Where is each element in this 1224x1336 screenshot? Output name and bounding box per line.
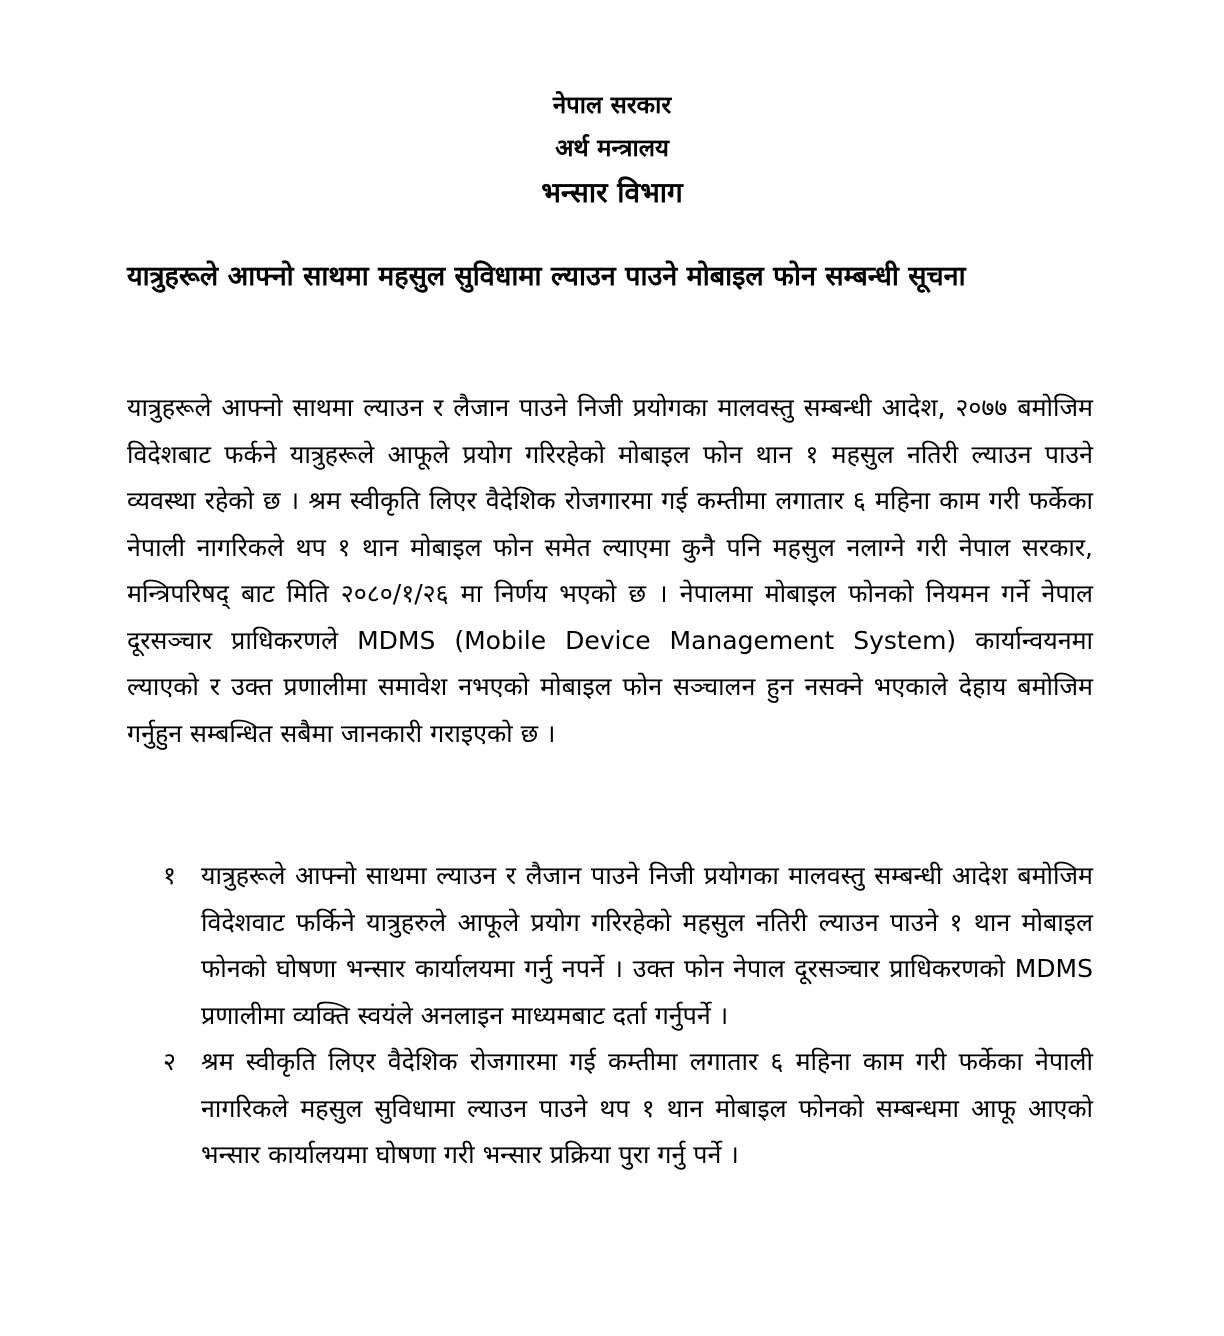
government-heading: नेपाल सरकार bbox=[552, 91, 672, 119]
notice-paragraph: यात्रुहरूले आफ्नो साथमा ल्याउन र लैजान पाउने निजी प्रयोगका मालवस्तु सम्बन्धी आदेश, २०७७ बमोजिम विदेशबाट फर्कने यात्रुहरूले आफूले प्रयोग गरिरहेको मोबाइल फोन थान १ महसुल नतिरी ल्याउन पाउने व्यवस्था रहेको छ । श्रम स्वीकृति लिएर वैदेशिक रोजगारमा गई कम्तीमा लगातार ६ महिना काम गरी फर्केका नेपाली नागरिकले थप १ थान मोबाइल फोन समेत ल्याएमा कुनै पनि महसुल नलाग्ने गरी नेपाल सरकार, मन्त्रिपरिषद् बाट मिति २०८०/१/२६ मा निर्णय भएको छ । नेपालमा मोबाइल फोनको नियमन गर्ने नेपाल दूरसञ्चार प्राधिकरणले MDMS (Mobile Device Management System) कार्यान्वयनमा ल्याएको र उक्त प्रणालीमा समावेश नभएको मोबाइल फोन सञ्चालन हुन नसक्ने भएकाले देहाय बमोजिम गर्नुहुन सम्बन्धित सबैमा जानकारी गराइएको छ । bbox=[127, 393, 1093, 748]
notice-title: यात्रुहरूले आफ्नो साथमा महसुल सुविधामा ल्याउन पाउने मोबाइल फोन सम्बन्धी सूचना bbox=[127, 261, 966, 292]
list-item-number: २ bbox=[163, 1047, 177, 1076]
ministry-heading: अर्थ मन्त्रालय bbox=[555, 134, 669, 162]
department-heading: भन्सार विभाग bbox=[541, 176, 683, 209]
list-item-text: यात्रुहरूले आफ्नो साथमा ल्याउन र लैजान पाउने निजी प्रयोगका मालवस्तु सम्बन्धी आदेश बमोजिम विदेशवाट फर्किने यात्रुहरुले आफूले प्रयोग गरिरहेको महसुल नतिरी ल्याउन पाउने १ थान मोबाइल फोनको घोषणा भन्सार कार्यालयमा गर्नु नपर्ने । उक्त फोन नेपाल दूरसञ्चार प्राधिकरणको MDMS प्रणालीमा व्यक्ति स्वयंले अनलाइन माध्यमबाट दर्ता गर्नुपर्ने । bbox=[201, 861, 1093, 1030]
list-item bbox=[127, 853, 1093, 1039]
notice-list bbox=[127, 853, 1093, 1179]
list-item bbox=[127, 1039, 1093, 1179]
list-item-number: १ bbox=[163, 861, 177, 890]
list-item-text: श्रम स्वीकृति लिएर वैदेशिक रोजगारमा गई कम्तीमा लगातार ६ महिना काम गरी फर्केका नेपाली नागरिकले महसुल सुविधामा ल्याउन पाउने थप १ थान मोबाइल फोनको सम्बन्धमा आफू आएको भन्सार कार्यालयमा घोषणा गरी भन्सार प्रक्रिया पुरा गर्नु पर्ने । bbox=[201, 1047, 1093, 1169]
